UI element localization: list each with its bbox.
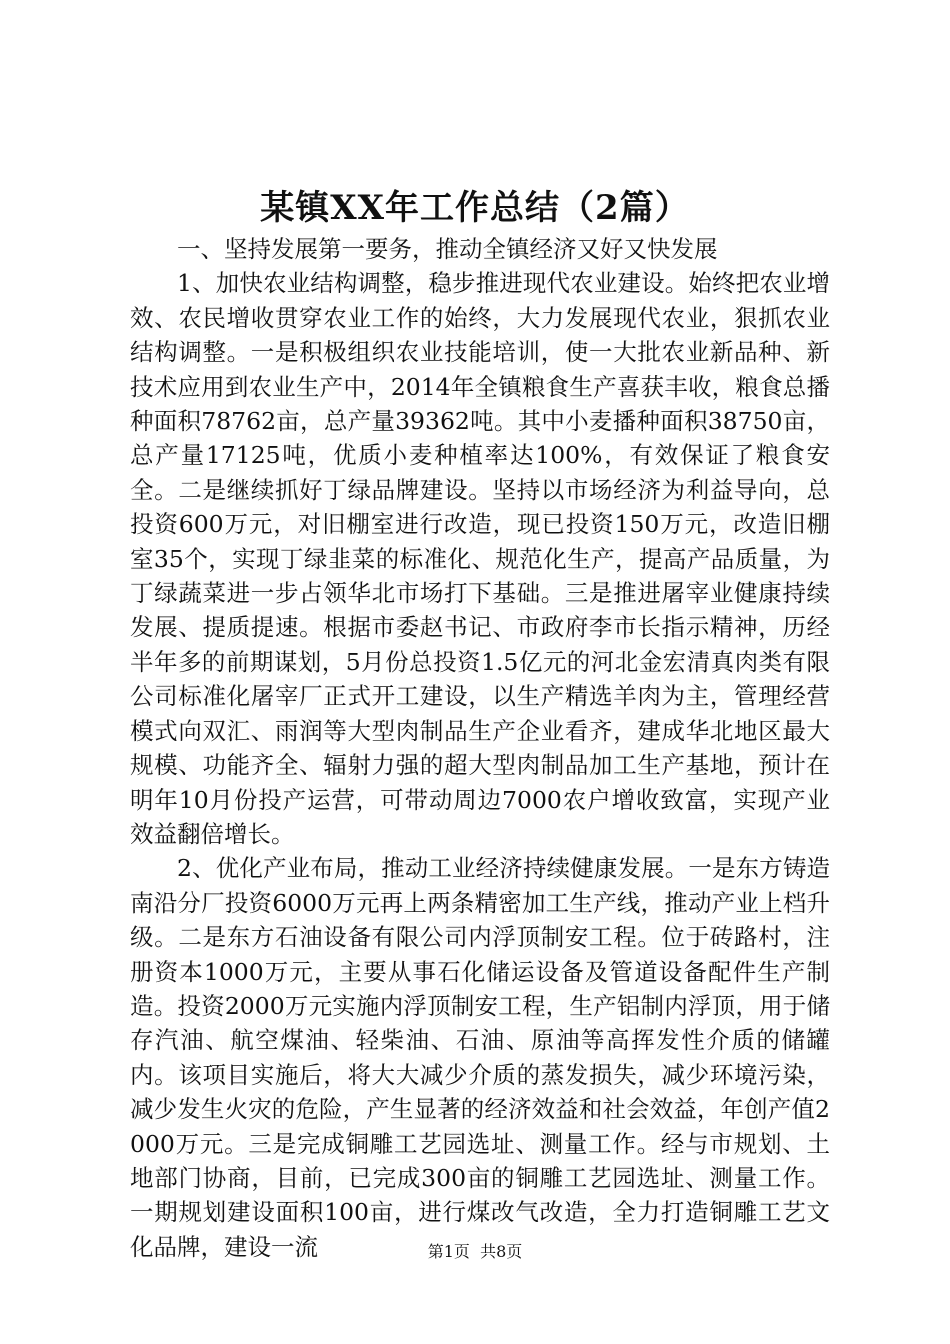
section-heading: 一、坚持发展第一要务，推动全镇经济又好又快发展 <box>177 235 718 263</box>
page-total: 共8页 <box>480 1242 523 1261</box>
footer-separator <box>470 1242 480 1261</box>
paragraph-industry: 2、优化产业布局，推动工业经济持续健康发展。一是东方铸造南沿分厂投资6000万元再上两条精密加工生产线，推动产业上档升级。二是东方石油设备有限公司内浮顶制安工程。位于砖路村，注册资本1000万元，主要从事石化储运设备及管道设备配件生产制造。投资2000万元实施内浮顶制安工程，生产铝制内浮顶，用于储存汽油、航空煤油、轻柴油、石油、原油等高挥发性介质的储罐内。该项目实施后，将大大减少介质的蒸发损失，减少环境污染，减少发生火灾的危险，产生显著的经济效益和社会效益，年创产值2000万元。三是完成铜雕工艺园选址、测量工作。经与市规划、土地部门协商，目前，已完成300亩的铜雕工艺园选址、测量工作。一期规划建设面积100亩，进行煤改气改造，全力打造铜雕工艺文化品牌，建设一流 <box>130 854 830 1261</box>
document-body <box>130 232 830 1264</box>
page-number: 第1页 <box>427 1242 470 1261</box>
page-footer <box>0 1241 950 1263</box>
document-title: 某镇XX年工作总结（2篇） <box>260 188 690 228</box>
paragraph-agriculture: 1、加快农业结构调整，稳步推进现代农业建设。始终把农业增效、农民增收贯穿农业工作的始终，大力发展现代农业，狠抓农业结构调整。一是积极组织农业技能培训，使一大批农业新品种、新技术应用到农业生产中，2014年全镇粮食生产喜获丰收，粮食总播种面积78762亩，总产量39362吨。其中小麦播种面积38750亩，总产量17125吨，优质小麦种植率达100%，有效保证了粮食安全。二是继续抓好丁绿品牌建设。坚持以市场经济为利益导向，总投资600万元，对旧棚室进行改造，现已投资150万元，改造旧棚室35个，实现丁绿韭菜的标准化、规范化生产，提高产品质量，为丁绿蔬菜进一步占领华北市场打下基础。三是推进屠宰业健康持续发展、提质提速。根据市委赵书记、市政府李市长指示精神，历经半年多的前期谋划，5月份总投资1.5亿元的河北金宏清真肉类有限公司标准化屠宰厂正式开工建设，以生产精选羊肉为主，管理经营模式向双汇、雨润等大型肉制品生产企业看齐，建成华北地区最大规模、功能齐全、辐射力强的超大型肉制品加工生产基地，预计在明年10月份投产运营，可带动周边7000农户增收致富，实现产业效益翻倍增长。 <box>130 269 830 848</box>
